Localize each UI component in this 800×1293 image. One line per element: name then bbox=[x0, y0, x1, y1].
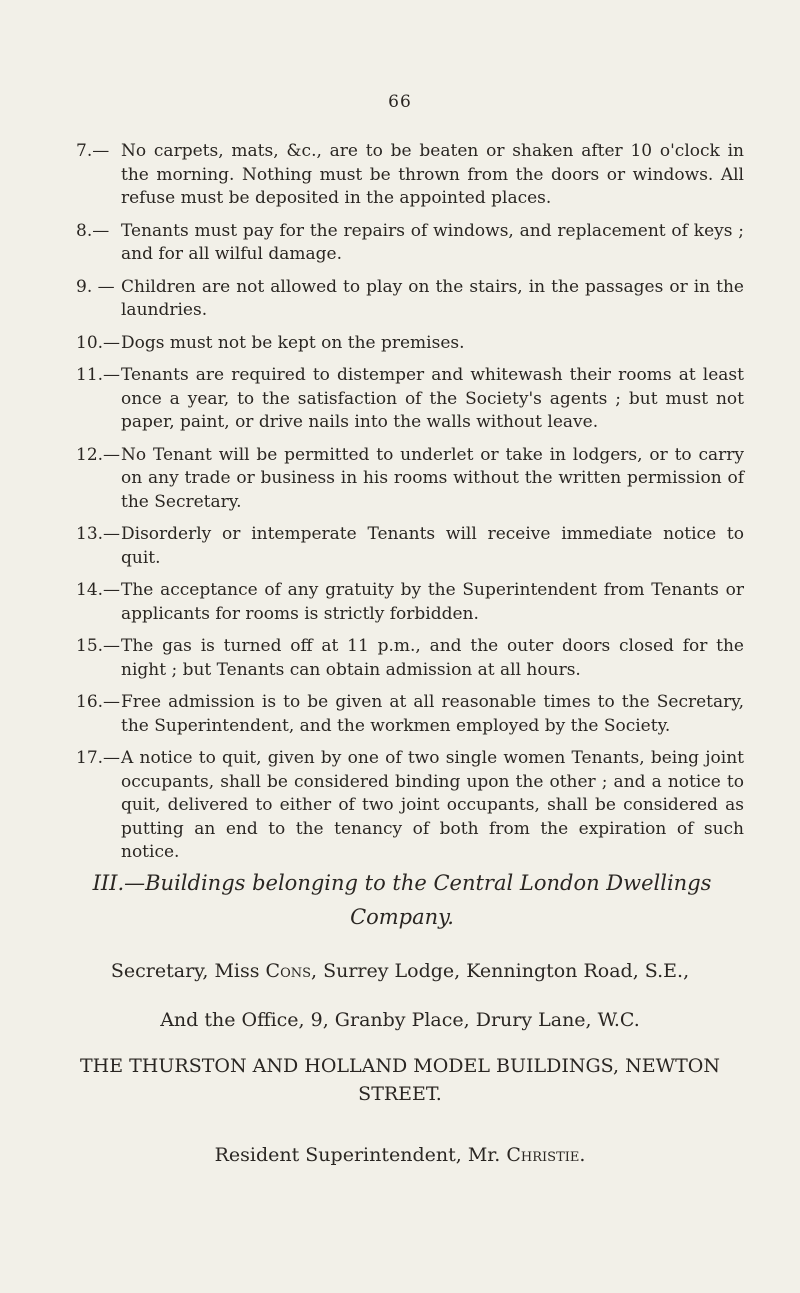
rule-text: The acceptance of any gratuity by the Superintendent from Tenants or applicants for rooms is strictly forbidden. bbox=[121, 580, 744, 624]
rule-text: The gas is turned off at 11 p.m., and the outer doors closed for the night ; but Tenants can obtain admission at all hours. bbox=[121, 636, 744, 680]
rule-13 bbox=[76, 523, 744, 570]
rule-number: 14.— bbox=[76, 580, 121, 600]
secretary-name: Cons bbox=[265, 960, 312, 982]
rule-number: 13.— bbox=[76, 524, 121, 544]
rule-text: A notice to quit, given by one of two single women Tenants, being joint occupants, shall be considered binding upon the other ; and a notice to quit, delivered to either of two joint occupants, shall be considered as putting an end to the tenancy of both from the expiration of such notice. bbox=[121, 748, 744, 862]
secretary-line bbox=[40, 957, 760, 985]
superintendent-line bbox=[40, 1141, 760, 1169]
rule-7 bbox=[76, 140, 744, 211]
rule-text: Disorderly or intemperate Tenants will receive immediate notice to quit. bbox=[121, 524, 744, 568]
rule-number: 15.— bbox=[76, 636, 121, 656]
rules-list bbox=[76, 140, 744, 874]
section-heading: III.—Buildings belonging to the Central London Dwellings Company. bbox=[92, 871, 712, 929]
office-line: And the Office, 9, Granby Place, Drury Lane, W.C. bbox=[160, 1009, 640, 1031]
rule-text: Free admission is to be given at all reasonable times to the Secretary, the Superintendent, and the workmen employed by the Society. bbox=[121, 692, 744, 736]
rule-text: Children are not allowed to play on the stairs, in the passages or in the laundries. bbox=[121, 276, 744, 320]
rule-number: 8.— bbox=[76, 220, 110, 241]
rule-text: No carpets, mats, &c., are to be beaten or shaken after 10 o'clock in the morning. Nothing must be thrown from the doors or windows. All refuse must be deposited in the appointed places. bbox=[121, 141, 744, 208]
rule-15 bbox=[76, 635, 744, 682]
rule-number: 9. — bbox=[76, 276, 115, 297]
superintendent-prefix: Resident Superintendent, Mr. bbox=[214, 1144, 507, 1166]
rule-10 bbox=[76, 332, 744, 356]
rule-number: 10.— bbox=[76, 332, 121, 353]
rule-number: 7.— bbox=[76, 141, 110, 161]
rule-17 bbox=[76, 747, 744, 865]
rule-number: 16.— bbox=[76, 692, 121, 712]
rule-number: 11.— bbox=[76, 365, 121, 385]
secretary-prefix: Secretary, Miss bbox=[110, 960, 266, 982]
rule-text: Dogs must not be kept on the premises. bbox=[121, 332, 465, 353]
rule-9 bbox=[76, 276, 744, 323]
rule-14 bbox=[76, 579, 744, 626]
rule-text: No Tenant will be permitted to underlet or take in lodgers, or to carry on any trade or business in his rooms without the written permission of the Secretary. bbox=[121, 444, 744, 512]
rule-12 bbox=[76, 444, 744, 515]
rule-number: 17.— bbox=[76, 748, 121, 768]
rule-8 bbox=[76, 220, 744, 267]
rule-number: 12.— bbox=[76, 444, 121, 465]
page-number: 66 bbox=[388, 92, 412, 112]
rule-16 bbox=[76, 691, 744, 738]
secretary-suffix: , Surrey Lodge, Kennington Road, S.E., bbox=[311, 960, 690, 982]
rule-11 bbox=[76, 364, 744, 435]
buildings-line: THE THURSTON AND HOLLAND MODEL BUILDINGS, NEWTON STREET. bbox=[79, 1055, 720, 1105]
superintendent-name: Christie. bbox=[506, 1144, 586, 1166]
rule-text: Tenants must pay for the repairs of windows, and replacement of keys ; and for all wilful damage. bbox=[121, 220, 744, 264]
rule-text: Tenants are required to distemper and whitewash their rooms at least once a year, to the satisfaction of the Society's agents ; but must not paper, paint, or drive nails into the walls without leave. bbox=[121, 365, 744, 432]
